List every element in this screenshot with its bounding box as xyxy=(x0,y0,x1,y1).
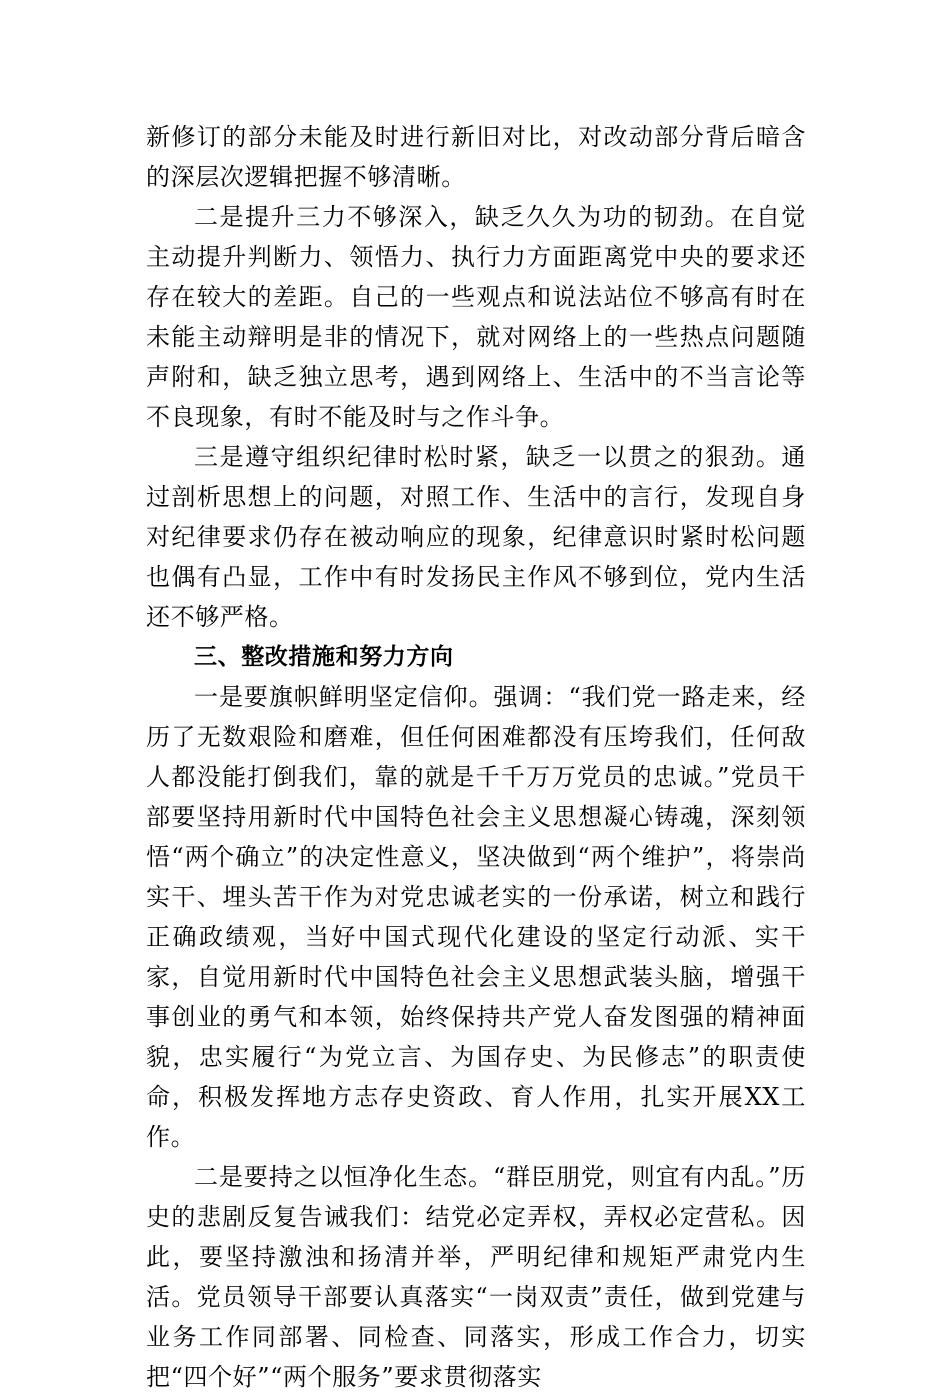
paragraph-enhance-three-abilities: 二是提升三力不够深入，缺乏久久为功的韧劲。在自觉主动提升判断力、领悟力、执行力方面距离党中央的要求还存在较大的差距。自己的一些观点和说法站位不够高有时在未能主动辩明是非的情况下，就对网络上的一些热点问题随声附和，缺乏独立思考，遇到网络上、生活中的不当言论等不良现象，有时不能及时与之作斗争。 xyxy=(146,203,806,431)
section-heading-rectification: 三、整改措施和努力方向 xyxy=(194,644,454,670)
paragraph-purify-ecology: 二是要持之以恒净化生态。“群臣朋党，则宜有内乱。”历史的悲剧反复告诫我们：结党必定弄权，弄权必定营私。因此，要坚持激浊和扬清并举，严明纪律和规矩严肃党内生活。党员领导干部要认真落实“一岗双责”责任，做到党建与业务工作同部署、同检查、同落实，形成工作合力，切实把“四个好”“两个服务”要求贯彻落实 xyxy=(146,1163,806,1391)
document-body xyxy=(146,117,806,1397)
paragraph-continuation: 新修订的部分未能及时进行新旧对比，对改动部分背后暗含的深层次逻辑把握不够清晰。 xyxy=(146,123,806,191)
paragraph-organizational-discipline: 三是遵守组织纪律时松时紧，缺乏一以贯之的狠劲。通过剖析思想上的问题，对照工作、生活中的言行，发现自身对纪律要求仍存在被动响应的现象，纪律意识时紧时松问题也偶有凸显，工作中有时发扬民主作风不够到位，党内生活还不够严格。 xyxy=(146,443,806,631)
paragraph-firm-belief: 一是要旗帜鲜明坚定信仰。强调：“我们党一路走来，经历了无数艰险和磨难，但任何困难都没有压垮我们，任何敌人都没能打倒我们，靠的就是千千万万党员的忠诚。”党员干部要坚持用新时代中国特色社会主义思想凝心铸魂，深刻领悟“两个确立”的决定性意义，坚决做到“两个维护”，将崇尚实干、埋头苦干作为对党忠诚老实的一份承诺，树立和践行正确政绩观，当好中国式现代化建设的坚定行动派、实干家，自觉用新时代中国特色社会主义思想武装头脑，增强干事创业的勇气和本领，始终保持共产党人奋发图强的精神面貌，忠实履行“为党立言、为国存史、为民修志”的职责使命，积极发挥地方志存史资政、育人作用，扎实开展XX工作。 xyxy=(146,683,806,1151)
